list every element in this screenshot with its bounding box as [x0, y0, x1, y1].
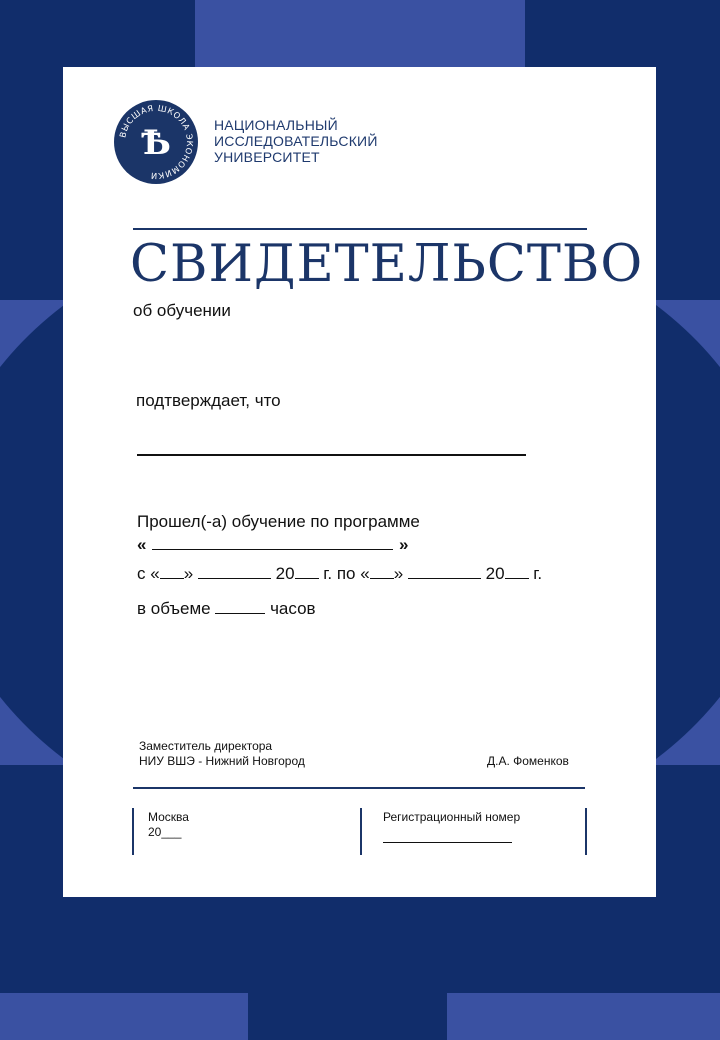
day-from-blank	[160, 565, 184, 579]
university-line-2: ИССЛЕДОВАТЕЛЬСКИЙ	[214, 133, 378, 149]
program-name-blank	[152, 536, 393, 550]
hse-seal-icon	[114, 100, 198, 184]
signer-position-line-2: НИУ ВШЭ - Нижний Новгород	[139, 754, 305, 768]
footer-right-bar	[585, 808, 587, 855]
logo-monogram: Ѣ	[141, 123, 171, 163]
volume-suffix: часов	[270, 599, 316, 618]
day-to-blank	[370, 565, 394, 579]
date-to-prefix: г. по «	[323, 564, 370, 583]
issue-place	[148, 810, 189, 840]
date-to-quote: »	[393, 564, 404, 583]
confirms-text: подтверждает, что	[136, 391, 281, 410]
certificate-title: СВИДЕТЕЛЬСТВО	[130, 235, 644, 294]
issue-city: Москва	[148, 810, 189, 824]
year-to-blank	[505, 565, 529, 579]
quote-close: »	[398, 535, 409, 554]
quote-open: «	[137, 535, 147, 554]
footer-mid-bar	[360, 808, 362, 855]
reg-number-blank	[383, 842, 512, 843]
month-to-blank	[408, 565, 481, 579]
year-from-blank	[295, 565, 319, 579]
recipient-name-line	[137, 454, 526, 456]
title-top-rule	[133, 228, 587, 230]
university-name	[214, 117, 378, 165]
footer-left-bar	[132, 808, 134, 855]
university-line-1: НАЦИОНАЛЬНЫЙ	[214, 117, 338, 133]
program-name-field	[137, 535, 408, 555]
hours-blank	[215, 600, 265, 614]
date-end: г.	[533, 564, 543, 583]
university-line-3: УНИВЕРСИТЕТ	[214, 149, 320, 165]
volume-line	[137, 599, 316, 619]
reg-number-label: Регистрационный номер	[383, 810, 521, 824]
certificate-subtitle: об обучении	[133, 301, 231, 320]
year-to-prefix: 20	[485, 564, 505, 583]
program-label: Прошел(-а) обучение по программе	[137, 512, 420, 531]
year-from-prefix: 20	[275, 564, 295, 583]
signer-position-line-1: Заместитель директора	[139, 739, 273, 753]
certificate-paper	[63, 67, 656, 897]
date-from-prefix: с «	[137, 564, 160, 583]
month-from-blank	[198, 565, 271, 579]
volume-prefix: в объеме	[137, 599, 211, 618]
logo-ring-text: ВЫСШАЯ ШКОЛА ЭКОНОМИКИ	[117, 102, 196, 182]
footer-top-rule	[133, 787, 585, 789]
dates-line	[137, 564, 542, 584]
date-from-quote: »	[183, 564, 194, 583]
signer-position	[139, 739, 305, 769]
issue-year: 20___	[148, 825, 182, 839]
signer-name: Д.А. Фоменков	[487, 754, 569, 768]
